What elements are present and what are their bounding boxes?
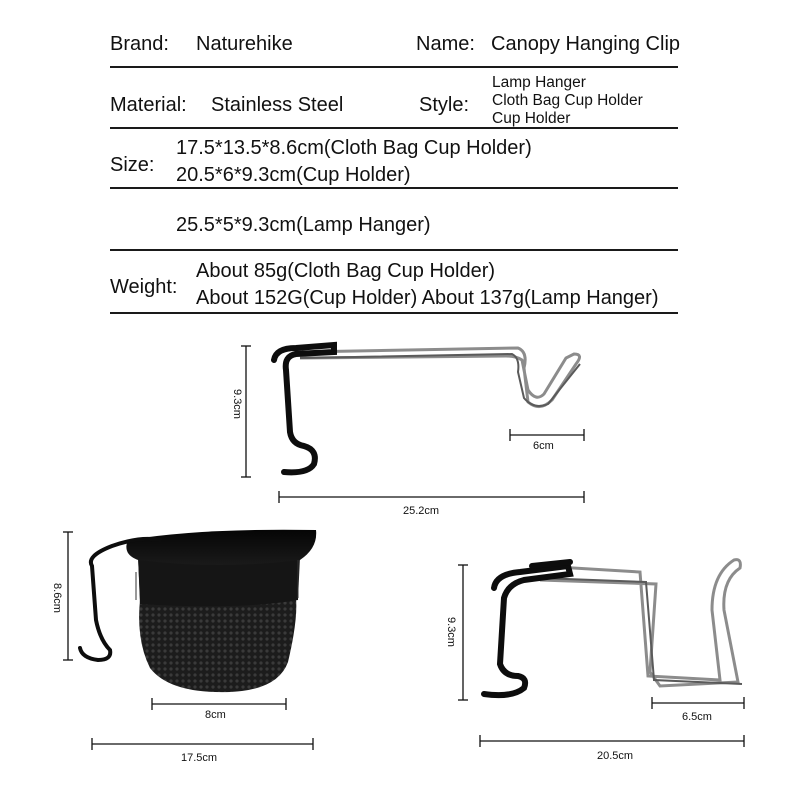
cloth-bag-cup-holder-illustration	[80, 530, 316, 692]
lamp-hanger-illustration	[274, 345, 580, 472]
lamp-hanger-length-label: 25.2cm	[403, 505, 440, 517]
brand-value: Naturehike	[196, 33, 293, 55]
style-value-3: Cup Holder	[492, 110, 571, 127]
material-value: Stainless Steel	[211, 94, 344, 116]
cloth-bag-height-label: 8.6cm	[50, 583, 63, 613]
size-value-2: 20.5*6*9.3cm(Cup Holder)	[176, 164, 411, 186]
name-label: Name:	[416, 33, 475, 55]
cup-holder-height-label: 9.3cm	[444, 617, 457, 647]
cup-holder-length-label: 20.5cm	[597, 750, 634, 762]
size-label: Size:	[110, 154, 155, 176]
weight-value-1: About 85g(Cloth Bag Cup Holder)	[196, 260, 496, 282]
size-value-3: 25.5*5*9.3cm(Lamp Hanger)	[176, 214, 431, 236]
cloth-bag-length-label: 17.5cm	[181, 752, 218, 764]
style-value-1: Lamp Hanger	[492, 74, 586, 91]
size-value-1: 17.5*13.5*8.6cm(Cloth Bag Cup Holder)	[176, 137, 532, 159]
name-value: Canopy Hanging Clip	[491, 33, 681, 55]
cloth-bag-width-label: 8cm	[205, 709, 226, 721]
lamp-hanger-hook-width-label: 6cm	[533, 440, 554, 452]
material-label: Material:	[110, 94, 187, 116]
style-label: Style:	[419, 94, 470, 116]
weight-label: Weight:	[110, 276, 178, 298]
cup-holder-width-label: 6.5cm	[682, 711, 712, 723]
lamp-hanger-height-label: 9.3cm	[230, 389, 243, 419]
weight-value-2: About 152G(Cup Holder) About 137g(Lamp Hanger)	[196, 287, 659, 309]
style-value-2: Cloth Bag Cup Holder	[492, 92, 643, 109]
cup-holder-illustration	[484, 560, 742, 695]
brand-label: Brand:	[110, 33, 169, 55]
